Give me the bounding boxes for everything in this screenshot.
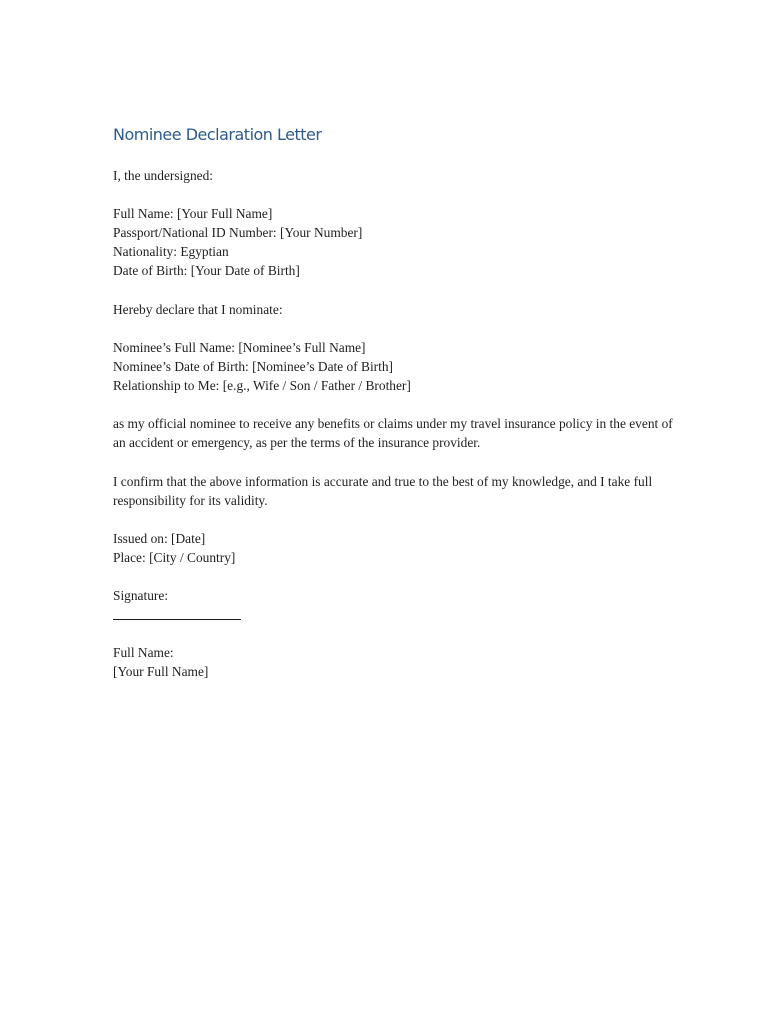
- issued-on-text: Issued on: [Date]: [113, 530, 206, 546]
- document-title: Nominee Declaration Letter: [113, 125, 322, 144]
- purpose-paragraph: [113, 414, 673, 452]
- signature-label: Signature:: [113, 588, 169, 604]
- nominee-details: [113, 338, 673, 395]
- intro-paragraph: [113, 166, 673, 185]
- purpose-text: as my official nominee to receive any benefits or claims under my travel insurance policy in the event of an accident or emergency, as per the terms of the insurance provider.: [113, 416, 673, 451]
- confirmation-paragraph: [113, 472, 673, 510]
- letter-body: [113, 124, 673, 701]
- nominate-paragraph: [113, 300, 673, 319]
- declarant-nationality: Nationality: Egyptian: [113, 244, 229, 260]
- declarant-id-number: Passport/National ID Number: [Your Number]: [113, 225, 363, 241]
- signature-line: [113, 605, 241, 624]
- nominee-dob: Nominee’s Date of Birth: [Nominee’s Date of Birth]: [113, 358, 394, 374]
- issue-details: [113, 529, 673, 567]
- nominee-full-name: Nominee’s Full Name: [Nominee’s Full Name]: [113, 339, 366, 355]
- declarant-full-name: Full Name: [Your Full Name]: [113, 206, 273, 222]
- signature-block: [113, 586, 673, 624]
- intro-text: I, the undersigned:: [113, 168, 214, 183]
- closing-name-label: Full Name:: [113, 645, 174, 661]
- place-text: Place: [City / Country]: [113, 549, 236, 565]
- closing-name-value: [Your Full Name]: [113, 664, 209, 680]
- closing-name-block: [113, 643, 673, 681]
- nominee-relationship: Relationship to Me: [e.g., Wife / Son / Father / Brother]: [113, 378, 411, 394]
- confirmation-text: I confirm that the above information is accurate and true to the best of my knowledge, and I take full responsibility for its validity.: [113, 473, 653, 508]
- nominate-intro-text: Hereby declare that I nominate:: [113, 301, 283, 317]
- declarant-dob: Date of Birth: [Your Date of Birth]: [113, 263, 300, 279]
- declarant-details: [113, 204, 673, 280]
